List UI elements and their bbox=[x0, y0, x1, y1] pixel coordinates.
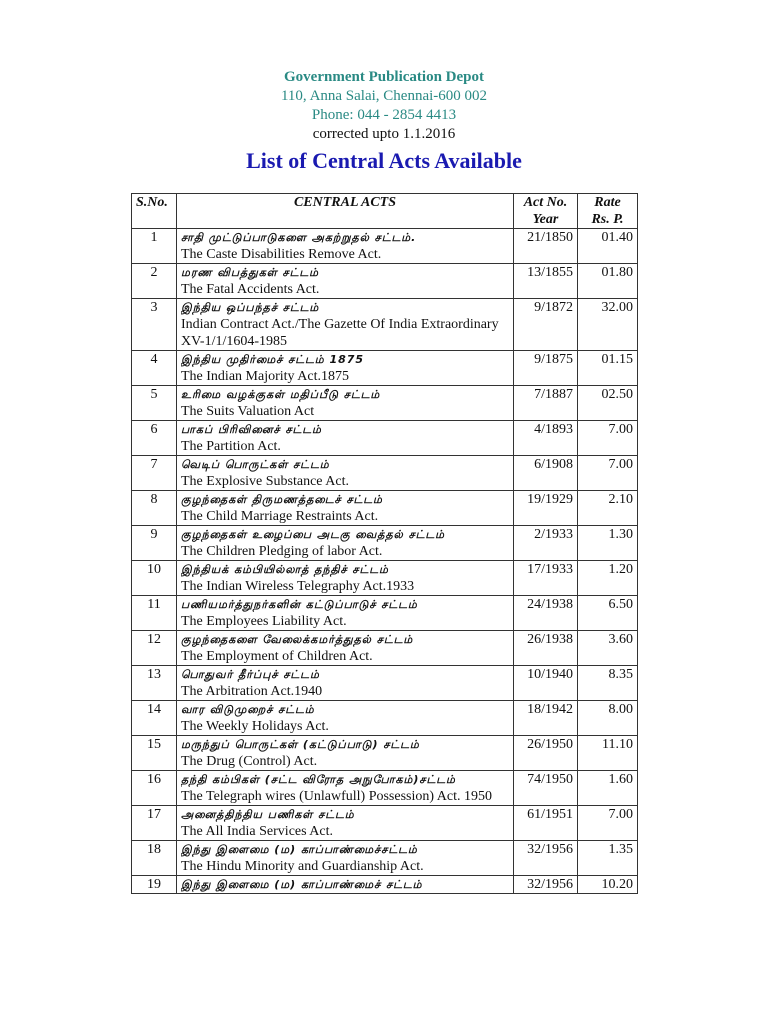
act-name-english: The Fatal Accidents Act. bbox=[181, 282, 320, 297]
table-row bbox=[132, 876, 638, 894]
cell-act-name bbox=[177, 299, 514, 351]
cell-act-no-year: 74/1950 bbox=[514, 771, 578, 806]
cell-sno: 8 bbox=[132, 491, 177, 526]
column-header-sno: S.No. bbox=[132, 194, 177, 229]
cell-act-no-year: 13/1855 bbox=[514, 264, 578, 299]
cell-sno: 9 bbox=[132, 526, 177, 561]
table-row bbox=[132, 596, 638, 631]
cell-rate: 1.30 bbox=[578, 526, 638, 561]
cell-rate: 10.20 bbox=[578, 876, 638, 894]
table-header-row bbox=[132, 194, 638, 229]
act-name-tamil: குழந்தைகள் உழைப்பை அடகு வைத்தல் சட்டம் bbox=[181, 528, 446, 541]
act-name-tamil: இந்து இளைமை (ம) காப்பாண்மைச் சட்டம் bbox=[181, 878, 423, 891]
organization-address: 110, Anna Salai, Chennai-600 002 bbox=[280, 88, 488, 104]
table-row bbox=[132, 229, 638, 264]
act-name-english: The Suits Valuation Act bbox=[181, 404, 315, 419]
cell-rate: 1.60 bbox=[578, 771, 638, 806]
cell-act-no-year: 26/1950 bbox=[514, 736, 578, 771]
cell-sno: 1 bbox=[132, 229, 177, 264]
cell-act-no-year: 2/1933 bbox=[514, 526, 578, 561]
table-row bbox=[132, 491, 638, 526]
act-name-english: The Drug (Control) Act. bbox=[181, 754, 318, 769]
cell-act-no-year: 61/1951 bbox=[514, 806, 578, 841]
cell-sno: 19 bbox=[132, 876, 177, 894]
act-name-tamil: பாகப் பிரிவினைச் சட்டம் bbox=[181, 423, 322, 436]
column-header-rate bbox=[578, 194, 638, 229]
column-header-act-no-year bbox=[514, 194, 578, 229]
cell-act-no-year: 32/1956 bbox=[514, 841, 578, 876]
cell-act-name bbox=[177, 421, 514, 456]
act-name-english: The Arbitration Act.1940 bbox=[181, 684, 323, 699]
cell-sno: 6 bbox=[132, 421, 177, 456]
act-name-tamil: அனைத்திந்திய பணிகள் சட்டம் bbox=[181, 808, 355, 821]
central-acts-table bbox=[131, 193, 638, 894]
cell-sno: 17 bbox=[132, 806, 177, 841]
cell-act-no-year: 9/1872 bbox=[514, 299, 578, 351]
act-name-tamil: சாதி முட்டுப்பாடுகளை அகற்றுதல் சட்டம். bbox=[181, 231, 417, 244]
cell-rate: 01.15 bbox=[578, 351, 638, 386]
cell-act-no-year: 21/1850 bbox=[514, 229, 578, 264]
table-body bbox=[132, 229, 638, 894]
cell-rate: 1.20 bbox=[578, 561, 638, 596]
act-name-tamil: பொதுவர் தீர்ப்புச் சட்டம் bbox=[181, 668, 320, 681]
cell-act-name bbox=[177, 876, 514, 894]
table-row bbox=[132, 841, 638, 876]
cell-act-no-year: 18/1942 bbox=[514, 701, 578, 736]
act-name-tamil: பணியமர்த்துநர்களின் கட்டுப்பாடுச் சட்டம் bbox=[181, 598, 418, 611]
cell-rate: 7.00 bbox=[578, 806, 638, 841]
table-row bbox=[132, 299, 638, 351]
act-name-tamil: உரிமை வழக்குகள் மதிப்பீடு சட்டம் bbox=[181, 388, 381, 401]
act-name-english: The Employment of Children Act. bbox=[181, 649, 373, 664]
act-name-tamil: இந்திய ஒப்பந்தச் சட்டம் bbox=[181, 301, 320, 314]
act-name-tamil: குழந்தைகளை வேலைக்கமர்த்துதல் சட்டம் bbox=[181, 633, 414, 646]
table-row bbox=[132, 666, 638, 701]
table-row bbox=[132, 631, 638, 666]
cell-act-no-year: 24/1938 bbox=[514, 596, 578, 631]
cell-rate: 2.10 bbox=[578, 491, 638, 526]
corrected-date: corrected upto 1.1.2016 bbox=[312, 126, 456, 142]
cell-act-name bbox=[177, 386, 514, 421]
cell-act-name bbox=[177, 229, 514, 264]
cell-act-name bbox=[177, 596, 514, 631]
cell-act-name bbox=[177, 701, 514, 736]
cell-act-name bbox=[177, 561, 514, 596]
column-header-central-acts: CENTRAL ACTS bbox=[177, 194, 514, 229]
table-row bbox=[132, 456, 638, 491]
cell-sno: 10 bbox=[132, 561, 177, 596]
organization-phone: Phone: 044 - 2854 4413 bbox=[311, 107, 457, 123]
act-name-tamil: இந்து இளைமை (ம) காப்பாண்மைச்சட்டம் bbox=[181, 843, 418, 856]
cell-act-name bbox=[177, 491, 514, 526]
document-header bbox=[0, 68, 768, 176]
column-header-year: Year bbox=[532, 212, 559, 227]
table-row bbox=[132, 526, 638, 561]
table-row bbox=[132, 264, 638, 299]
cell-sno: 13 bbox=[132, 666, 177, 701]
cell-rate: 8.35 bbox=[578, 666, 638, 701]
cell-sno: 15 bbox=[132, 736, 177, 771]
page-title: List of Central Acts Available bbox=[246, 148, 522, 173]
cell-rate: 7.00 bbox=[578, 456, 638, 491]
cell-sno: 14 bbox=[132, 701, 177, 736]
table-row bbox=[132, 386, 638, 421]
cell-act-no-year: 7/1887 bbox=[514, 386, 578, 421]
cell-sno: 2 bbox=[132, 264, 177, 299]
cell-rate: 8.00 bbox=[578, 701, 638, 736]
cell-act-no-year: 26/1938 bbox=[514, 631, 578, 666]
column-header-act-no: Act No. bbox=[523, 195, 568, 210]
cell-rate: 32.00 bbox=[578, 299, 638, 351]
cell-act-no-year: 9/1875 bbox=[514, 351, 578, 386]
cell-sno: 4 bbox=[132, 351, 177, 386]
act-name-english: The Weekly Holidays Act. bbox=[181, 719, 329, 734]
cell-act-name bbox=[177, 666, 514, 701]
table-row bbox=[132, 351, 638, 386]
act-name-english: The Indian Wireless Telegraphy Act.1933 bbox=[181, 579, 415, 594]
column-header-rate-label: Rate bbox=[594, 195, 621, 210]
act-name-tamil: இந்தியக் கம்பியில்லாத் தந்திச் சட்டம் bbox=[181, 563, 389, 576]
cell-act-name bbox=[177, 456, 514, 491]
cell-act-name bbox=[177, 264, 514, 299]
table-row bbox=[132, 806, 638, 841]
act-name-tamil: மருந்துப் பொருட்கள் (கட்டுப்பாடு) சட்டம் bbox=[181, 738, 420, 751]
act-name-english: The Hindu Minority and Guardianship Act. bbox=[181, 859, 424, 874]
organization-name: Government Publication Depot bbox=[284, 69, 484, 85]
act-name-english: The Children Pledging of labor Act. bbox=[181, 544, 383, 559]
cell-rate: 11.10 bbox=[578, 736, 638, 771]
cell-act-name bbox=[177, 771, 514, 806]
cell-sno: 12 bbox=[132, 631, 177, 666]
act-name-tamil: தந்தி கம்பிகள் (சட்ட விரோத அநுபோகம்)சட்டம் bbox=[181, 773, 456, 786]
act-name-english: The Employees Liability Act. bbox=[181, 614, 347, 629]
column-header-rs-p: Rs. P. bbox=[591, 212, 624, 227]
cell-act-no-year: 10/1940 bbox=[514, 666, 578, 701]
cell-sno: 5 bbox=[132, 386, 177, 421]
cell-act-no-year: 6/1908 bbox=[514, 456, 578, 491]
act-name-tamil: குழந்தைகள் திருமணத்தடைச் சட்டம் bbox=[181, 493, 383, 506]
act-name-english: The All India Services Act. bbox=[181, 824, 334, 839]
cell-sno: 7 bbox=[132, 456, 177, 491]
act-name-english: The Caste Disabilities Remove Act. bbox=[181, 247, 382, 262]
act-name-english: The Explosive Substance Act. bbox=[181, 474, 349, 489]
cell-rate: 01.80 bbox=[578, 264, 638, 299]
cell-act-no-year: 17/1933 bbox=[514, 561, 578, 596]
cell-act-name bbox=[177, 841, 514, 876]
cell-rate: 02.50 bbox=[578, 386, 638, 421]
cell-sno: 16 bbox=[132, 771, 177, 806]
cell-rate: 1.35 bbox=[578, 841, 638, 876]
act-name-english: The Partition Act. bbox=[181, 439, 281, 454]
act-name-tamil: வெடிப் பொருட்கள் சட்டம் bbox=[181, 458, 330, 471]
table-row bbox=[132, 771, 638, 806]
act-name-tamil: இந்திய முதிர்மைச் சட்டம் 1875 bbox=[181, 353, 365, 366]
cell-rate: 01.40 bbox=[578, 229, 638, 264]
cell-act-no-year: 4/1893 bbox=[514, 421, 578, 456]
cell-act-name bbox=[177, 526, 514, 561]
cell-act-no-year: 19/1929 bbox=[514, 491, 578, 526]
act-name-tamil: வார விடுமுறைச் சட்டம் bbox=[181, 703, 315, 716]
cell-rate: 6.50 bbox=[578, 596, 638, 631]
act-name-english: The Child Marriage Restraints Act. bbox=[181, 509, 379, 524]
table-row bbox=[132, 736, 638, 771]
cell-sno: 18 bbox=[132, 841, 177, 876]
cell-rate: 7.00 bbox=[578, 421, 638, 456]
cell-act-name bbox=[177, 806, 514, 841]
act-name-english: Indian Contract Act./The Gazette Of India Extraordinary XV-1/1/1604-1985 bbox=[181, 317, 499, 349]
table-row bbox=[132, 561, 638, 596]
cell-sno: 11 bbox=[132, 596, 177, 631]
cell-act-name bbox=[177, 736, 514, 771]
table-row bbox=[132, 421, 638, 456]
cell-act-name bbox=[177, 631, 514, 666]
cell-rate: 3.60 bbox=[578, 631, 638, 666]
act-name-tamil: மரண விபத்துகள் சட்டம் bbox=[181, 266, 320, 279]
cell-act-name bbox=[177, 351, 514, 386]
act-name-english: The Telegraph wires (Unlawfull) Possession) Act. 1950 bbox=[181, 789, 492, 804]
cell-sno: 3 bbox=[132, 299, 177, 351]
cell-act-no-year: 32/1956 bbox=[514, 876, 578, 894]
table-row bbox=[132, 701, 638, 736]
act-name-english: The Indian Majority Act.1875 bbox=[181, 369, 349, 384]
